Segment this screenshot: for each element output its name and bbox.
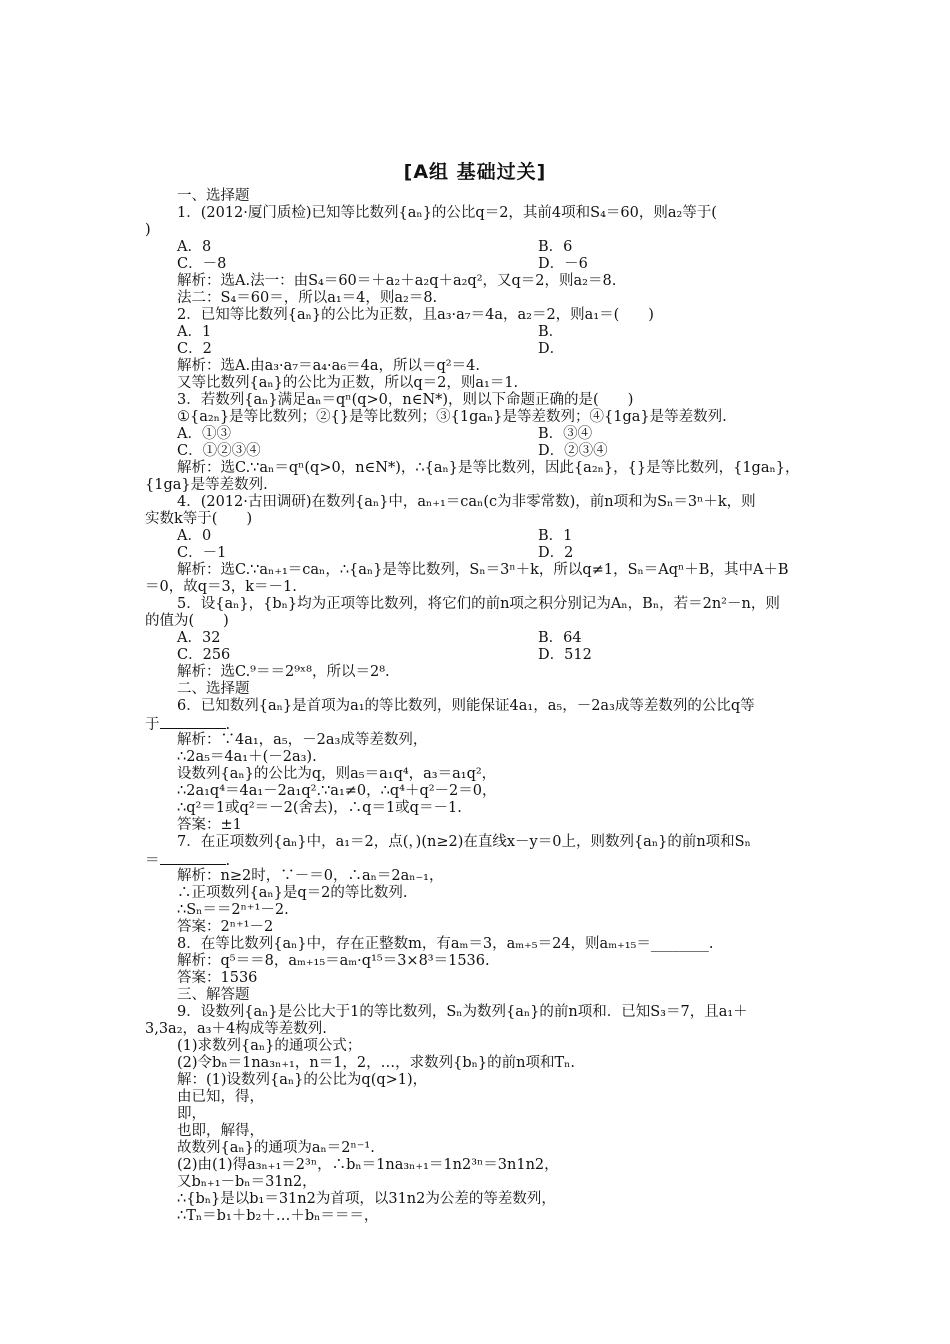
answer-options-row [145, 341, 810, 358]
line-text: 3．若数列{aₙ}满足aₙ＝qⁿ(q>0，n∈N*)，则以下命题正确的是( ) [177, 392, 634, 408]
line-text: 的值为( ) [145, 613, 229, 629]
line-text: 8．在等比数列{aₙ}中，存在正整数m，有aₘ＝3，aₘ₊₅＝24，则aₘ₊₁₅＝________. [177, 936, 714, 952]
text-line [145, 1089, 810, 1106]
text-line [145, 1174, 810, 1191]
line-text: 又bₙ₊₁－bₙ＝31n2， [177, 1174, 317, 1190]
line-text: ＝0，故q＝3，k＝－1. [145, 579, 297, 595]
text-line [145, 1123, 810, 1140]
line-text: 4．(2012·古田调研)在数列{aₙ}中，aₙ₊₁＝caₙ(c为非零常数)，前n项和为Sₙ＝3ⁿ＋k，则 [177, 494, 756, 510]
line-text: 7．在正项数列{aₙ}中，a₁＝2，点(，)(n≥2)在直线x－y＝0上，则数列{aₙ}的前n项和Sₙ [177, 834, 751, 850]
option-left: A．1 [177, 324, 212, 340]
line-text: ∴Sₙ＝＝2ⁿ⁺¹－2. [177, 902, 289, 918]
section-heading: [A组 基础过关] [403, 161, 547, 183]
line-text: 9．设数列{aₙ}是公比大于1的等比数列，Sₙ为数列{aₙ}的前n项和．已知S₃＝7，且a₁＋ [177, 1004, 748, 1020]
text-line [145, 749, 810, 766]
text-line [145, 222, 810, 239]
text-line [145, 375, 810, 392]
option-right: D．2 [538, 545, 574, 561]
option-left: A．①③ [177, 426, 231, 442]
line-text: {1ga}是等差数列. [145, 477, 268, 493]
text-line [145, 698, 810, 715]
text-line [145, 800, 810, 817]
option-left: C．256 [177, 647, 231, 663]
line-text: 答案：2ⁿ⁺¹－2 [177, 919, 274, 935]
line-text: 法二：S₄＝60＝，所以a₁＝4，则a₂＝8. [177, 290, 438, 306]
line-text: ∴Tₙ＝b₁＋b₂＋…＋bₙ＝＝＝， [177, 1208, 379, 1224]
line-text: ∴{bₙ}是以b₁＝31n2为首项，以31n2为公差的等差数列， [177, 1191, 556, 1207]
text-line [145, 1055, 810, 1072]
text-line [145, 902, 810, 919]
line-text: 一、选择题 [177, 188, 250, 204]
line-text: 1．(2012·厦门质检)已知等比数列{aₙ}的公比q＝2，其前4项和S₄＝60，则a₂等于( [177, 205, 717, 221]
text-line [145, 290, 810, 307]
text-line [145, 732, 810, 749]
blank-prefix: ＝ [145, 853, 160, 869]
line-text: ∴2a₅＝4a₁＋(－2a₃). [177, 749, 317, 765]
line-text: ∴2a₁q⁴＝4a₁－2a₁q².∵a₁≠0，∴q⁴＋q²－2＝0， [177, 783, 497, 799]
answer-options-row [145, 630, 810, 647]
line-text: ) [145, 222, 151, 238]
line-text: 解析：选A.法一：由S₄＝60＝＋a₂＋a₂q＋a₂q²，又q＝2，则a₂＝8. [177, 273, 617, 289]
text-line [145, 834, 810, 851]
text-line [145, 936, 810, 953]
text-line [145, 1021, 810, 1038]
option-left: A．32 [177, 630, 221, 646]
text-line [145, 987, 810, 1004]
text-line [145, 664, 810, 681]
answer-blank [160, 715, 226, 729]
line-text: 6．已知数列{aₙ}是首项为a₁的等比数列，则能保证4a₁，a₅，－2a₃成等差数列的公比q等 [177, 698, 755, 714]
option-right: D．512 [538, 647, 592, 663]
text-line [145, 205, 810, 222]
line-text: 解析：选C.∵aₙ₊₁＝caₙ，∴{aₙ}是等比数列，Sₙ＝3ⁿ＋k，所以q≠1，Sₙ＝Aqⁿ＋B，其中A＋B [177, 562, 789, 578]
text-line [145, 783, 810, 800]
line-text: 即， [177, 1106, 206, 1122]
answer-options-row [145, 324, 810, 341]
text-line [145, 596, 810, 613]
line-text: 2．已知等比数列{aₙ}的公比为正数，且a₃·a₇＝4a，a₂＝2，则a₁＝( ) [177, 307, 654, 323]
text-line [145, 273, 810, 290]
text-line [145, 1140, 810, 1157]
text-line [145, 358, 810, 375]
line-text: 三、解答题 [177, 987, 250, 1003]
line-text: 又等比数列{aₙ}的公比为正数，所以q＝2，则a₁＝1. [177, 375, 519, 391]
line-text: 设数列{aₙ}的公比为q，则a₅＝a₁q⁴，a₃＝a₁q²， [177, 766, 497, 782]
option-right: B．6 [538, 239, 573, 255]
text-line [145, 681, 810, 698]
text-line [145, 409, 810, 426]
line-text: 解析：选C.∵aₙ＝qⁿ(q>0，n∈N*)，∴{aₙ}是等比数列，因此{a₂ₙ}，{}是等比数列，{1gaₙ}， [177, 460, 800, 476]
line-text: (2)令bₙ＝1na₃ₙ₊₁，n＝1，2，…，求数列{bₙ}的前n项和Tₙ. [177, 1055, 576, 1071]
line-text: ∴正项数列{aₙ}是q＝2的等比数列. [177, 885, 408, 901]
text-line [145, 1157, 810, 1174]
text-line [145, 919, 810, 936]
text-line [145, 460, 810, 477]
line-text: 实数k等于( ) [145, 511, 253, 527]
line-text: 解析：选C.⁹＝＝2⁹ˣ⁸，所以＝2⁸. [177, 664, 390, 680]
line-text: 解析：∵4a₁，a₅，－2a₃成等差数列， [177, 732, 428, 748]
option-left: C．－8 [177, 256, 227, 272]
line-text: 解析：n≥2时，∵－＝0，∴aₙ＝2aₙ₋₁， [177, 868, 444, 884]
option-right: B．③④ [538, 426, 593, 442]
line-text: 5．设{aₙ}，{bₙ}均为正项等比数列，将它们的前n项之积分别记为Aₙ，Bₙ，若＝2n²－n，则 [177, 596, 780, 612]
text-line [145, 392, 810, 409]
text-line [145, 1191, 810, 1208]
blank-prefix: 于 [145, 717, 160, 733]
line-text: 3,3a₂，a₃＋4构成等差数列. [145, 1021, 327, 1037]
line-text: 解析：选A.由a₃·a₇＝a₄·a₆＝4a，所以＝q²＝4. [177, 358, 480, 374]
blank-suffix: . [225, 853, 231, 869]
blank-suffix: . [225, 717, 231, 733]
text-line [145, 970, 810, 987]
line-text: 解：(1)设数列{aₙ}的公比为q(q>1)， [177, 1072, 428, 1088]
line-text: 也即，解得， [177, 1123, 264, 1139]
text-line [145, 477, 810, 494]
text-line [145, 1072, 810, 1089]
text-line [145, 188, 810, 205]
line-text: 答案：±1 [177, 817, 242, 833]
text-line [145, 613, 810, 630]
text-line [145, 1208, 810, 1225]
answer-options-row [145, 239, 810, 256]
text-line [145, 766, 810, 783]
answer-options-row [145, 528, 810, 545]
line-text: 答案：1536 [177, 970, 258, 986]
option-left: C．－1 [177, 545, 227, 561]
text-line [145, 817, 810, 834]
text-line [145, 307, 810, 324]
line-text: (1)求数列{aₙ}的通项公式； [177, 1038, 362, 1054]
problem-content [145, 188, 810, 1225]
text-line [145, 1038, 810, 1055]
line-text: (2)由(1)得a₃ₙ₊₁＝2³ⁿ，∴bₙ＝1na₃ₙ₊₁＝1n2³ⁿ＝3n1n2， [177, 1157, 559, 1173]
line-text: ①{a₂ₙ}是等比数列；②{}是等比数列；③{1gaₙ}是等差数列；④{1ga}是等差数列. [177, 409, 727, 425]
line-text: 故数列{aₙ}的通项为aₙ＝2ⁿ⁻¹. [177, 1140, 375, 1156]
answer-options-row [145, 443, 810, 460]
fill-blank-line [145, 715, 810, 732]
answer-options-row [145, 647, 810, 664]
option-right: B．1 [538, 528, 573, 544]
answer-options-row [145, 545, 810, 562]
line-text: 二、选择题 [177, 681, 250, 697]
text-line [145, 511, 810, 528]
option-right: B． [538, 324, 564, 340]
text-line [145, 885, 810, 902]
text-line [145, 953, 810, 970]
answer-options-row [145, 426, 810, 443]
text-line [145, 579, 810, 596]
text-line [145, 562, 810, 579]
option-left: C．2 [177, 341, 212, 357]
line-text: 解析：q⁵＝＝8，aₘ₊₁₅＝aₘ·q¹⁵＝3×8³＝1536. [177, 953, 490, 969]
option-right: D． [538, 341, 565, 357]
text-line [145, 868, 810, 885]
option-left: C．①②③④ [177, 443, 261, 459]
line-text: 由已知，得， [177, 1089, 264, 1105]
text-line [145, 494, 810, 511]
line-text: ∴q²＝1或q²＝－2(舍去)，∴q＝1或q＝－1. [177, 800, 462, 816]
answer-options-row [145, 256, 810, 273]
option-left: A．0 [177, 528, 212, 544]
fill-blank-line [145, 851, 810, 868]
option-right: D．－6 [538, 256, 588, 272]
option-right: D．②③④ [538, 443, 608, 459]
answer-blank [160, 851, 226, 865]
text-line [145, 1004, 810, 1021]
option-right: B．64 [538, 630, 582, 646]
option-left: A．8 [177, 239, 212, 255]
text-line [145, 1106, 810, 1123]
